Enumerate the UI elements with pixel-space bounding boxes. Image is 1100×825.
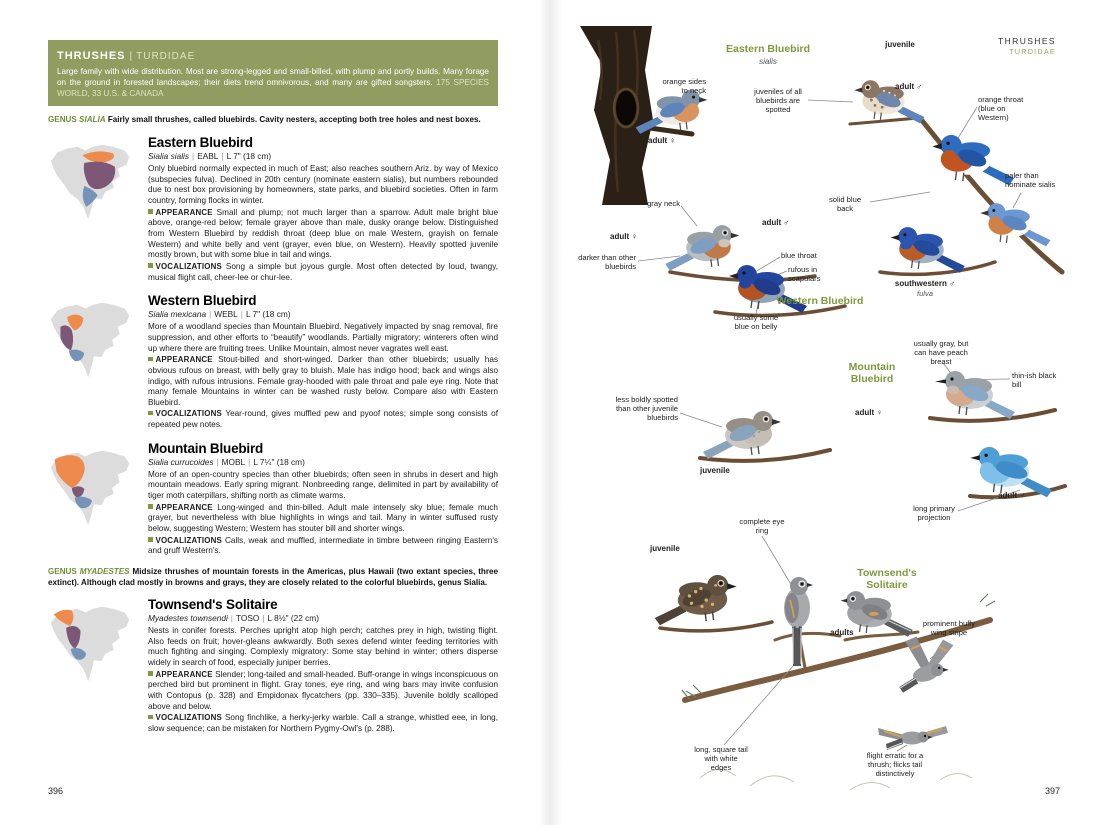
species-name: Western Bluebird bbox=[148, 293, 257, 309]
appearance-paragraph: APPEARANCE Long-winged and thin-billed. Adult male intensely sky blue; female much grayer, but nevertheless with blue highlights in wings and tail. Many in winter suffused rusty below, suggesting Western; Western has stouter bill and shorter wings. bbox=[148, 502, 498, 534]
scientific-name: Sialia mexicana bbox=[148, 309, 207, 320]
annotation-darker-bluebirds: darker than other bluebirds bbox=[578, 253, 636, 271]
annotation-gray-neck: gray neck bbox=[647, 199, 680, 208]
vocalizations-paragraph: VOCALIZATIONS Year-round, gives muffled pew and pyoof notes; simple song consists of repeated pew notes. bbox=[148, 409, 498, 430]
species-name: Mountain Bluebird bbox=[148, 440, 264, 456]
townsends-solitaire-wings-raised-illustration bbox=[899, 637, 953, 693]
family-latin-name: TURDIDAE bbox=[136, 51, 196, 62]
scientific-name: Myadestes townsendi bbox=[148, 613, 228, 624]
annotation-juvenile-mountain: juvenile bbox=[700, 466, 730, 475]
family-description: Large family with wide distribution. Most are strong-legged and small-billed, with plump and portly builds. Many forage on the ground in forested landscapes; their diets trend omnivorous, and many are gifted songsters. 175 SPECIES WORLD, 33 U.S. & CANADA bbox=[57, 67, 489, 98]
page-number-right: 397 bbox=[1044, 786, 1060, 796]
appearance-bullet-icon bbox=[148, 671, 153, 676]
annotation-orange-sides: orange sides to neck bbox=[662, 77, 706, 95]
plate-heading-mountain-bluebird: Mountain Bluebird bbox=[848, 361, 896, 385]
annotation-usually-gray: usually gray, but can have peach breast bbox=[913, 339, 969, 366]
family-stats: 175 SPECIES WORLD, 33 U.S. & CANADA bbox=[57, 77, 489, 98]
species-text-western-bluebird bbox=[148, 293, 498, 432]
annotation-long-square-tail: long, square tail with white edges bbox=[694, 745, 748, 772]
species-text-townsends-solitaire bbox=[148, 597, 498, 736]
species-name: Townsend's Solitaire bbox=[148, 597, 278, 613]
eastern-bluebird-adult-male-illustration bbox=[932, 135, 1014, 185]
plate-heading-western-bluebird: Western Bluebird bbox=[776, 295, 864, 307]
annotation-adult-female-eastern: adult ♀ bbox=[648, 136, 676, 145]
range-map-townsends-solitaire bbox=[48, 597, 134, 736]
range-map-eastern-bluebird bbox=[48, 135, 134, 284]
banding-code: WEBL bbox=[214, 309, 238, 320]
scientific-name: Sialia currucoides bbox=[148, 456, 214, 467]
running-header-latin: TURDIDAE bbox=[1009, 47, 1056, 56]
species-text-mountain-bluebird bbox=[148, 441, 498, 558]
annotation-solid-blue-back: solid blue back bbox=[828, 195, 862, 213]
plate-heading-townsends-solitaire: Townsend's Solitaire bbox=[857, 567, 917, 591]
annotation-complete-eye-ring: complete eye ring bbox=[739, 517, 785, 535]
annotation-paler-nominate: paler than nominate sialis bbox=[1005, 171, 1056, 189]
eastern-bluebird-pale-subspecies-illustration bbox=[980, 203, 1050, 246]
appearance-bullet-icon bbox=[148, 504, 153, 509]
genus-sialia-line: GENUS SIALIA Fairly small thrushes, called bluebirds. Cavity nesters, accepting both tree holes and nest boxes. bbox=[48, 115, 481, 125]
townsends-solitaire-flight-illustration bbox=[878, 726, 948, 750]
annotation-juvenile-eastern: juvenile bbox=[885, 40, 915, 49]
family-header-box bbox=[48, 40, 498, 106]
species-meta-line: Sialia sialis | EABL | L 7" (18 cm) bbox=[148, 151, 272, 161]
right-page bbox=[550, 0, 1100, 825]
vocalizations-paragraph: VOCALIZATIONS Calls, weak and muffled, intermediate in timbre between ringing Eastern's and gruff Western's. bbox=[148, 535, 498, 556]
species-intro: Nests in conifer forests. Perches upright atop high perch; catches prey in high, twisting flight. Also feeds on fruit; hover-gleans awkwardly. Both sexes defend winter feeding territories with much fighting and singing. Complexly migratory: Some stay behind in winter; others disperse widely in search of food, especially juniper berries. bbox=[148, 626, 498, 668]
southwestern-fulva-male-illustration bbox=[891, 227, 965, 273]
species-meta-line: Sialia currucoides | MOBL | L 7¼" (18 cm) bbox=[148, 456, 305, 467]
appearance-bullet-icon bbox=[148, 209, 153, 214]
annotation-flight-erratic: flight erratic for a thrush; flicks tail distinctively bbox=[866, 751, 924, 778]
annotation-adults-townsends: adults bbox=[830, 628, 854, 637]
annotation-adult-male-western: adult ♂ bbox=[762, 218, 790, 227]
appearance-bullet-icon bbox=[148, 357, 153, 362]
annotation-adult-female-western: adult ♀ bbox=[610, 232, 638, 241]
annotation-orange-throat: orange throat (blue on Western) bbox=[978, 95, 1024, 122]
species-account-townsends-solitaire bbox=[48, 597, 498, 736]
appearance-paragraph: APPEARANCE Stout-billed and short-winged. Darker than other bluebirds; usually has obvious rufous on breast, with belly gray to bluish. Male has indigo hood; back and wings also indigo, with rufous intrusions. Female gray-hooded with pale throat and pale eye ring. Note that many female Mountains in winter can be washed rusty below. Compare also with Eastern Bluebird. bbox=[148, 355, 498, 407]
annotation-blue-on-belly: usually some blue on belly bbox=[733, 313, 779, 331]
species-account-eastern-bluebird bbox=[48, 135, 498, 284]
annotation-thin-bill: thin-ish black bill bbox=[1012, 371, 1057, 389]
annotation-blue-throat: blue throat bbox=[781, 251, 817, 260]
running-header-family: THRUSHES bbox=[998, 36, 1056, 46]
length: L 7" (18 cm) bbox=[226, 151, 272, 161]
species-intro: More of a woodland species than Mountain Bluebird. Negatively impacted by snag removal, fire suppression, and other efforts to “beautify” woodlands. Partially migratory; winterers often wind up where there are fruiting trees. Unlike Mountain, almost never vagrates well east. bbox=[148, 322, 498, 353]
annotation-fulva: fulva bbox=[916, 289, 934, 298]
annotation-juvenile-townsends: juvenile bbox=[650, 544, 680, 553]
species-meta-line: Myadestes townsendi | TOSO | L 8½" (22 cm) bbox=[148, 613, 319, 624]
length: L 8½" (22 cm) bbox=[267, 613, 319, 624]
annotation-less-boldly-spotted: less boldly spotted than other juvenile bluebirds bbox=[615, 395, 678, 422]
species-text-eastern-bluebird bbox=[148, 135, 498, 284]
family-header-title-row bbox=[57, 46, 489, 64]
genus-myadestes-line: GENUS MYADESTES Midsize thrushes of mountain forests in the Americas, plus Hawaii (two extant species, three extinct). Although clad mostly in browns and grays, they are closely related to the colorful bluebirds, genus Sialia. bbox=[48, 567, 498, 587]
vocalizations-paragraph: VOCALIZATIONS Song finchlike, a herky-jerky warble. Call a strange, whistled eee, in long, slow sequence; can be mistaken for Northern Pygmy-Owl's (p. 288). bbox=[148, 713, 498, 733]
species-intro: More of an open-country species than other bluebirds; often seen in shrubs in desert and high mountain meadows. Early spring migrant. Nonbreeding range, delimited in part by availability of tiger moth caterpillars, shifting north as climate warms. bbox=[148, 469, 498, 501]
species-meta-line: Sialia mexicana | WEBL | L 7" (18 cm) bbox=[148, 309, 291, 320]
plate-heading-eastern-bluebird: Eastern Bluebird bbox=[725, 43, 811, 55]
range-map-western-bluebird bbox=[48, 293, 134, 432]
annotation-rufous-scapulars: rufous in scapulars bbox=[788, 265, 821, 283]
annotation-adult-female-mountain: adult ♀ bbox=[855, 408, 883, 417]
scientific-name: Sialia sialis bbox=[148, 151, 190, 161]
townsends-solitaire-juvenile-illustration bbox=[655, 575, 737, 625]
annotation-adult-male-eastern: adult ♂ bbox=[895, 82, 923, 91]
vocalizations-bullet-icon bbox=[148, 715, 153, 720]
appearance-paragraph: APPEARANCE Small and plump; not much larger than a sparrow. Adult male bright blue above, orange-red below; female grayer above than male, dusky orange below. Distinguished from Western Bluebird by reddish throat (deep blue on male Western, grayish on female Western) and white belly and vent (grayer, even blue, on Western). Heavily spotted juvenile mostly brown, but with some blue in tail and wings. bbox=[148, 207, 499, 260]
vocalizations-bullet-icon bbox=[148, 411, 153, 416]
plate-subheading-sialis: sialis bbox=[759, 57, 777, 66]
mountain-bluebird-adult-female-illustration bbox=[935, 371, 1015, 419]
family-title-divider: | bbox=[129, 51, 133, 62]
banding-code: TOSO bbox=[235, 613, 260, 624]
species-account-western-bluebird bbox=[48, 293, 498, 432]
left-page-content bbox=[48, 40, 498, 736]
annotation-buffy-wing-stripe: prominent buffy wing stripe bbox=[922, 619, 976, 637]
banding-code: MOBL bbox=[221, 456, 246, 467]
vocalizations-paragraph: VOCALIZATIONS Song a simple but joyous gurgle. Most often detected by loud, twangy, musical flight call, cheer-lee or chur-lee. bbox=[148, 261, 498, 282]
vocalizations-bullet-icon bbox=[148, 537, 153, 542]
species-name: Eastern Bluebird bbox=[148, 135, 253, 150]
mountain-bluebird-juvenile-illustration bbox=[703, 411, 781, 459]
western-bluebird-adult-female-illustration bbox=[665, 225, 739, 271]
page-number-left: 396 bbox=[48, 786, 64, 796]
family-title: THRUSHES bbox=[57, 50, 126, 62]
annotation-long-primary: long primary projection bbox=[913, 504, 955, 522]
range-map-mountain-bluebird bbox=[48, 441, 134, 558]
species-intro: Only bluebird normally expected in much of East; also reaches southern Ariz. by way of Mexico (subspecies fulva). Declined in 20th century (nominate eastern sialis), but numbers rebounded due to nest box provisioning by homeowners, state parks, and bluebird societies. Often in farm country, forming flocks in winter. bbox=[148, 164, 498, 205]
annotation-southwestern-male: southwestern ♂ bbox=[894, 279, 956, 288]
annotation-juveniles-spotted: juveniles of all bluebirds are spotted bbox=[754, 87, 802, 114]
townsends-solitaire-adult-perched-illustration bbox=[784, 577, 813, 666]
mountain-bluebird-adult-male-illustration bbox=[970, 447, 1052, 497]
banding-code: EABL bbox=[197, 151, 219, 161]
species-account-mountain-bluebird bbox=[48, 441, 498, 558]
vocalizations-bullet-icon bbox=[148, 263, 153, 268]
appearance-paragraph: APPEARANCE Slender; long-tailed and small-headed. Buff-orange in wings inconspicuous on perched bird but prominent in flight. Gray tones, eye ring, and wing bars may invite confusion with Contopus (p. 328) and Empidonax flycatchers (pp. 330–335). Juvenile boldly scalloped above and below. bbox=[148, 669, 498, 711]
annotation-adult-male-mountain: adult ♂ bbox=[998, 491, 1026, 500]
length: L 7" (18 cm) bbox=[245, 309, 291, 320]
length: L 7¼" (18 cm) bbox=[253, 456, 305, 467]
